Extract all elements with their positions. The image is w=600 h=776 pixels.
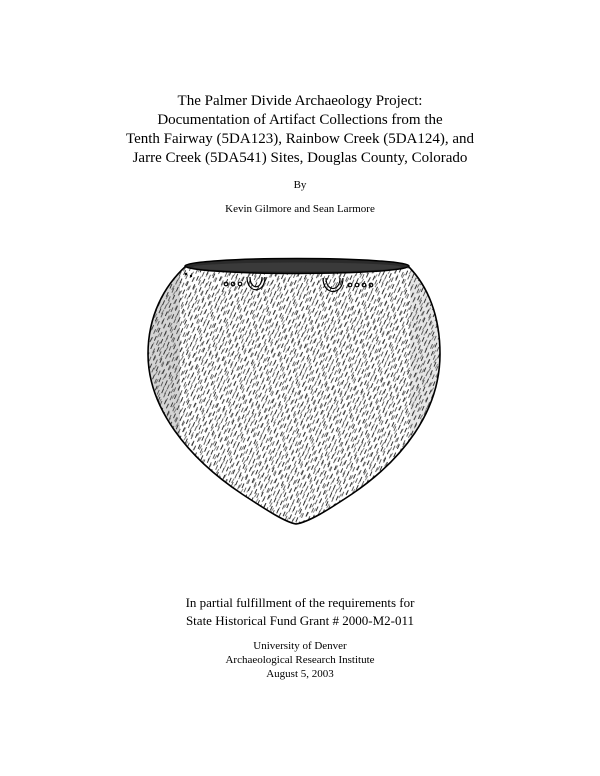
report-date: August 5, 2003 [266,668,334,680]
byline: By [293,179,307,191]
title-line-4: Jarre Creek (5DA541) Sites, Douglas County, Colorado [132,150,468,166]
vessel-body [140,250,450,540]
title-line-3: Tenth Fairway (5DA123), Rainbow Creek (5DA124), and [125,131,475,147]
report-title [0,92,600,168]
institute-name: Archaeological Research Institute [225,654,375,666]
title-line-1: The Palmer Divide Archaeology Project: [177,93,423,109]
grant-statement [0,594,600,630]
authors: Kevin Gilmore and Sean Larmore [225,203,375,215]
grant-line-2: State Historical Fund Grant # 2000-M2-011 [185,613,415,628]
ceramic-vessel-illustration [140,250,450,540]
grant-line-1: In partial fulfillment of the requirements for [185,595,415,610]
institution-block [0,639,600,681]
title-line-2: Documentation of Artifact Collections from the [157,112,443,128]
institution-name: University of Denver [253,640,347,652]
